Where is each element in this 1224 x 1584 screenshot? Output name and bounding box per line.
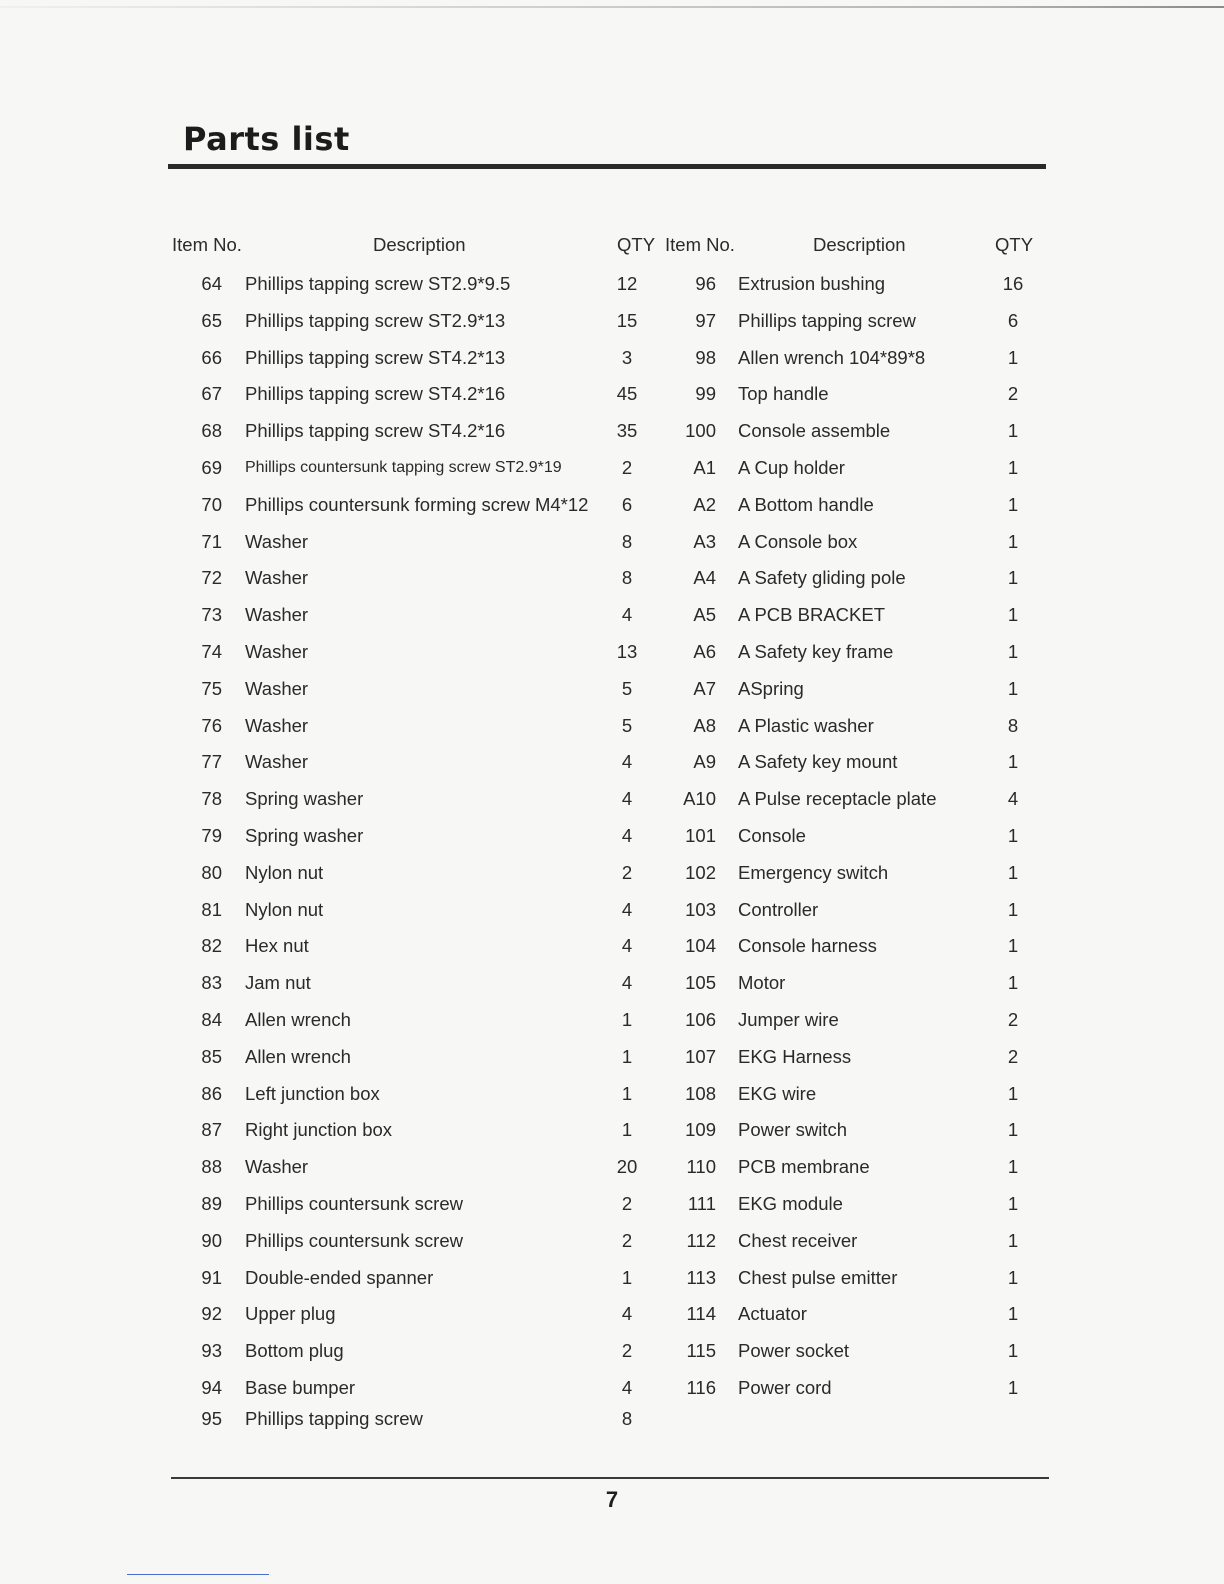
right-item-number: A10 [683,788,716,810]
right-item-description: A Pulse receptacle plate [738,788,937,810]
table-row [0,968,1224,998]
left-item-description: Bottom plug [245,1340,344,1362]
left-item-qty: 12 [616,273,638,294]
left-item-qty: 5 [621,714,633,736]
right-item-number: 115 [686,1340,716,1362]
left-item-number: 68 [201,420,222,442]
left-item-qty: 15 [616,309,638,331]
left-item-description: Phillips tapping screw ST4.2*16 [245,383,506,405]
right-item-number: 99 [695,383,716,405]
right-item-qty: 1 [1007,346,1019,368]
table-row [0,563,1224,593]
right-item-qty: 1 [1007,1119,1019,1141]
left-item-number: 67 [201,383,222,405]
right-item-description: Phillips tapping screw [738,309,916,331]
table-row [0,674,1224,704]
right-item-qty: 2 [1007,1045,1019,1067]
left-item-number: 84 [201,1009,222,1030]
table-row [0,527,1224,557]
right-item-description: Console harness [738,935,877,957]
right-item-description: Console assemble [738,420,891,442]
right-item-description: Motor [738,972,786,994]
left-item-description: Phillips countersunk tapping screw ST2.9*19 [245,459,562,476]
right-item-qty: 1 [1007,457,1019,478]
left-item-number: 91 [201,1266,222,1288]
left-item-description: Phillips countersunk forming screw M4*12 [245,493,589,515]
right-item-qty: 1 [1007,825,1019,846]
left-item-qty: 3 [621,346,633,368]
right-item-description: Chest receiver [738,1229,858,1251]
left-item-qty: 4 [621,898,633,920]
left-item-number: 90 [201,1229,222,1251]
table-row [0,453,1224,483]
right-item-description: EKG module [738,1193,843,1214]
right-item-qty: 1 [1007,1229,1019,1251]
left-item-qty: 4 [621,1303,633,1325]
page-title: Parts list [183,120,350,158]
right-item-description: A Console box [738,530,858,552]
left-item-number: 82 [201,935,222,957]
right-item-number: A5 [693,604,716,626]
left-item-description: Left junction box [245,1082,380,1104]
right-item-number: 100 [685,420,716,442]
link-underline [127,1574,269,1575]
table-header [0,230,1224,260]
left-item-description: Washer [245,677,309,699]
right-item-qty: 1 [1007,420,1019,442]
left-item-number: 73 [201,604,222,626]
left-item-qty: 4 [621,972,633,994]
left-item-description: Allen wrench [245,1009,351,1030]
right-item-description: Emergency switch [738,861,889,883]
table-row [0,821,1224,851]
left-item-qty: 2 [621,861,633,883]
right-item-number: 111 [687,1193,716,1214]
right-item-qty: 1 [1007,751,1019,773]
right-item-description: Actuator [738,1303,807,1325]
footer-rule [171,1477,1049,1479]
left-item-description: Washer [245,1156,309,1178]
right-item-number: 105 [685,972,716,994]
left-item-number: 79 [201,825,222,846]
left-item-number: 86 [201,1082,222,1104]
right-item-description: A Safety gliding pole [738,567,906,589]
left-item-number: 69 [201,457,222,478]
right-item-number: 98 [695,346,716,368]
table-row [0,1373,1224,1403]
right-item-description: Allen wrench 104*89*8 [738,346,926,368]
left-item-qty: 4 [621,751,633,773]
left-item-number: 78 [201,788,222,810]
left-item-description: Phillips tapping screw [245,1407,423,1429]
right-item-number: 96 [695,273,716,294]
right-item-number: 107 [685,1045,716,1067]
left-item-qty: 2 [621,1340,633,1362]
right-item-description: PCB membrane [738,1156,870,1178]
right-item-number: A7 [693,677,716,699]
right-item-number: A8 [693,714,716,736]
table-row [0,784,1224,814]
left-item-description: Phillips tapping screw ST2.9*9.5 [245,273,511,294]
left-item-qty: 35 [616,420,638,442]
right-item-qty: 1 [1007,604,1019,626]
left-item-number: 75 [201,677,222,699]
left-item-number: 88 [201,1156,222,1178]
table-row [0,343,1224,373]
right-item-number: 103 [685,898,716,920]
left-item-number: 92 [201,1303,222,1325]
table-row [0,858,1224,888]
left-item-description: Nylon nut [245,861,324,883]
header-right-qty: QTY [995,234,1034,255]
right-item-description: Console [738,825,806,846]
right-item-description: ASpring [738,677,804,699]
left-item-description: Nylon nut [245,898,324,920]
right-item-qty: 1 [1007,972,1019,994]
right-item-qty: 1 [1007,898,1019,920]
left-item-number: 80 [201,861,222,883]
right-item-qty: 1 [1007,530,1019,552]
right-item-qty: 1 [1007,1082,1019,1104]
right-item-qty: 1 [1007,1377,1019,1398]
right-item-description: A Cup holder [738,457,845,478]
header-left-qty: QTY [617,234,656,255]
right-item-number: A9 [693,751,716,773]
left-item-qty: 1 [621,1266,633,1288]
title-rule [168,164,1046,169]
left-item-qty: 13 [616,641,638,662]
right-item-number: 109 [685,1119,716,1141]
table-row [0,637,1224,667]
left-item-number: 95 [201,1407,222,1429]
right-item-description: Power switch [738,1119,847,1141]
right-item-number: A1 [693,457,716,478]
right-item-number: 101 [685,825,716,846]
table-row [0,600,1224,630]
left-item-qty: 6 [621,493,633,515]
left-item-number: 66 [201,346,222,368]
left-item-number: 74 [201,641,222,662]
right-item-number: A4 [693,567,716,589]
left-item-description: Base bumper [245,1377,356,1398]
right-item-qty: 2 [1007,383,1019,405]
table-row [0,1042,1224,1072]
table-row [0,306,1224,336]
table-row [0,711,1224,741]
left-item-qty: 4 [621,1377,633,1398]
table-row [0,747,1224,777]
left-item-number: 64 [201,273,222,294]
left-item-qty: 5 [621,677,633,699]
table-row [0,1336,1224,1366]
left-item-description: Washer [245,751,309,773]
right-item-qty: 1 [1007,1303,1019,1325]
left-item-description: Right junction box [245,1119,393,1141]
right-item-number: 104 [685,935,716,957]
left-item-qty: 2 [621,1193,633,1214]
table-row [0,1152,1224,1182]
right-item-description: A PCB BRACKET [738,604,886,626]
right-item-qty: 1 [1007,567,1019,589]
left-item-qty: 1 [621,1119,633,1141]
right-item-qty: 1 [1007,493,1019,515]
right-item-number: 114 [686,1303,716,1325]
left-item-qty: 8 [621,567,633,589]
left-item-description: Hex nut [245,935,309,957]
right-item-qty: 1 [1007,677,1019,699]
left-item-number: 89 [201,1193,222,1214]
left-item-number: 83 [201,972,222,994]
right-item-description: Chest pulse emitter [738,1266,898,1288]
right-item-qty: 16 [1002,273,1024,294]
left-item-description: Double-ended spanner [245,1266,434,1288]
right-item-number: 102 [685,861,716,883]
header-left-description: Description [373,234,466,255]
left-item-qty: 4 [621,935,633,957]
left-item-number: 87 [201,1119,222,1141]
table-row [0,490,1224,520]
left-item-qty: 1 [621,1009,633,1030]
right-item-number: 106 [685,1009,716,1030]
left-item-qty: 2 [621,1229,633,1251]
right-item-description: EKG wire [738,1082,817,1104]
left-item-description: Spring washer [245,788,364,810]
left-item-qty: 45 [616,383,638,405]
left-item-qty: 4 [621,825,633,846]
right-item-number: 97 [695,309,716,331]
left-item-description: Phillips tapping screw ST4.2*16 [245,420,506,442]
table-row [0,1263,1224,1293]
left-item-description: Phillips tapping screw ST4.2*13 [245,346,506,368]
right-item-qty: 1 [1007,1266,1019,1288]
table-row [0,1226,1224,1256]
left-item-qty: 8 [621,530,633,552]
left-item-description: Allen wrench [245,1045,351,1067]
right-item-qty: 6 [1007,309,1019,331]
left-item-number: 76 [201,714,222,736]
page-edge-shadow [0,6,1224,8]
left-item-number: 71 [201,530,222,552]
header-right-description: Description [813,234,906,255]
left-item-qty: 4 [621,604,633,626]
right-item-description: Jumper wire [738,1009,839,1030]
right-item-description: Controller [738,898,819,920]
right-item-description: EKG Harness [738,1045,852,1067]
right-item-qty: 1 [1007,641,1019,662]
left-item-number: 72 [201,567,222,589]
right-item-description: Power socket [738,1340,850,1362]
left-item-description: Washer [245,567,309,589]
right-item-qty: 8 [1007,714,1019,736]
left-item-qty: 4 [621,788,633,810]
right-item-number: A3 [693,530,716,552]
left-item-description: Phillips countersunk screw [245,1229,463,1251]
left-item-description: Phillips tapping screw ST2.9*13 [245,309,506,331]
header-left-item: Item No. [172,234,242,255]
left-item-description: Spring washer [245,825,364,846]
table-row [0,416,1224,446]
table-row [0,1299,1224,1329]
right-item-number: 110 [686,1156,716,1178]
left-item-number: 77 [201,751,222,773]
right-item-description: Top handle [738,383,829,405]
left-item-qty: 1 [621,1045,633,1067]
table-row [0,1115,1224,1145]
right-item-number: A2 [693,493,716,515]
right-item-description: A Safety key mount [738,751,898,773]
table-row [0,1079,1224,1109]
left-item-description: Upper plug [245,1303,336,1325]
right-item-qty: 1 [1007,861,1019,883]
left-item-number: 70 [201,493,222,515]
right-item-number: 108 [685,1082,716,1104]
left-item-number: 93 [201,1340,222,1362]
right-item-qty: 1 [1007,935,1019,957]
table-row [0,1189,1224,1219]
right-item-description: A Safety key frame [738,641,894,662]
right-item-description: A Plastic washer [738,714,874,736]
left-item-number: 85 [201,1045,222,1067]
right-item-qty: 4 [1007,788,1019,810]
right-item-description: A Bottom handle [738,493,874,515]
table-row [0,895,1224,925]
table-row [0,379,1224,409]
left-item-qty: 1 [621,1082,633,1104]
header-right-item: Item No. [665,234,735,255]
left-item-description: Washer [245,714,309,736]
left-item-description: Washer [245,641,309,662]
right-item-qty: 2 [1007,1009,1019,1030]
table-row [0,269,1224,299]
left-item-description: Washer [245,604,309,626]
left-item-qty: 8 [621,1407,633,1429]
left-item-number: 94 [201,1377,222,1398]
left-item-number: 81 [201,898,222,920]
right-item-qty: 1 [1007,1156,1019,1178]
right-item-qty: 1 [1007,1340,1019,1362]
left-item-description: Phillips countersunk screw [245,1193,463,1214]
right-item-number: 116 [686,1377,716,1398]
table-row [0,1005,1224,1035]
right-item-number: 112 [686,1229,716,1251]
table-row [0,1404,1224,1434]
right-item-description: Power cord [738,1377,832,1398]
left-item-number: 65 [201,309,222,331]
left-item-qty: 2 [621,457,633,478]
page-number: 7 [605,1487,619,1512]
left-item-description: Jam nut [245,972,311,994]
right-item-qty: 1 [1007,1193,1019,1214]
table-row [0,931,1224,961]
left-item-qty: 20 [616,1156,638,1178]
left-item-description: Washer [245,530,309,552]
right-item-number: A6 [693,641,716,662]
right-item-description: Extrusion bushing [738,273,886,294]
right-item-number: 113 [686,1266,716,1288]
